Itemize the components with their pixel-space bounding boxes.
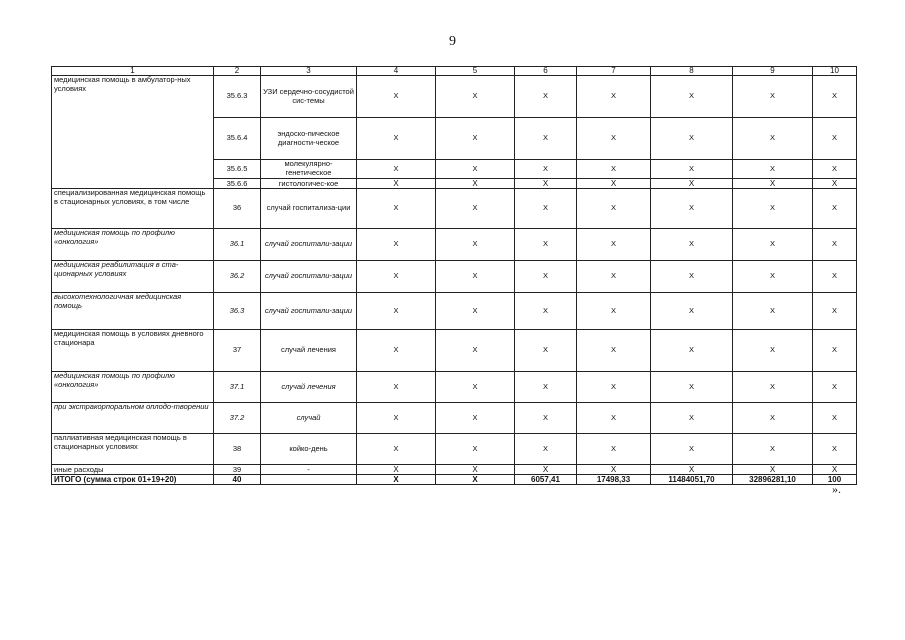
x-cell: X	[651, 434, 733, 465]
x-cell: X	[813, 179, 857, 189]
table-row	[52, 434, 857, 465]
header-cell: 4	[357, 67, 436, 76]
row-code: 36.3	[214, 293, 261, 330]
row-unit: гистологичес-кое	[261, 179, 357, 189]
x-cell: X	[733, 261, 813, 293]
x-cell: X	[357, 434, 436, 465]
total-label: ИТОГО (сумма строк 01+19+20)	[52, 475, 214, 485]
table-row	[52, 465, 857, 475]
row-unit: эндоско-пическое диагности-ческое	[261, 118, 357, 160]
row-label: при экстракорпоральном оплодо-творении	[52, 403, 214, 434]
x-cell: X	[577, 403, 651, 434]
x-cell: X	[577, 434, 651, 465]
row-unit: случай лечения	[261, 330, 357, 372]
x-cell: X	[733, 434, 813, 465]
header-cell: 2	[214, 67, 261, 76]
row-unit: случай госпитали-зации	[261, 229, 357, 261]
row-label: медицинская помощь по профилю «онкология»	[52, 229, 214, 261]
x-cell: X	[577, 76, 651, 118]
x-cell: X	[651, 229, 733, 261]
x-cell: X	[436, 372, 515, 403]
x-cell: X	[357, 229, 436, 261]
x-cell: X	[515, 434, 577, 465]
table-row	[52, 372, 857, 403]
x-cell: X	[515, 160, 577, 179]
table-row	[52, 330, 857, 372]
row-unit: случай госпитали-зации	[261, 261, 357, 293]
table-row	[52, 76, 857, 118]
total-cell: 17498,33	[577, 475, 651, 485]
x-cell: X	[813, 189, 857, 229]
x-cell: X	[436, 293, 515, 330]
x-cell: X	[436, 189, 515, 229]
header-cell: 6	[515, 67, 577, 76]
x-cell: X	[733, 465, 813, 475]
x-cell: X	[436, 160, 515, 179]
header-cell: 9	[733, 67, 813, 76]
x-cell: X	[515, 293, 577, 330]
x-cell: X	[357, 76, 436, 118]
x-cell: X	[577, 293, 651, 330]
x-cell: X	[577, 189, 651, 229]
x-cell: X	[651, 189, 733, 229]
x-cell: X	[515, 330, 577, 372]
row-code: 35.6.6	[214, 179, 261, 189]
x-cell: X	[813, 118, 857, 160]
x-cell: X	[813, 76, 857, 118]
x-cell: X	[577, 465, 651, 475]
row-code: 37	[214, 330, 261, 372]
row-code: 35.6.4	[214, 118, 261, 160]
total-cell: 100	[813, 475, 857, 485]
row-code: 36	[214, 189, 261, 229]
header-cell: 5	[436, 67, 515, 76]
x-cell: X	[577, 179, 651, 189]
header-row	[52, 67, 857, 76]
x-cell: X	[733, 293, 813, 330]
x-cell: X	[436, 229, 515, 261]
total-unit	[261, 475, 357, 485]
header-cell: 8	[651, 67, 733, 76]
x-cell: X	[436, 76, 515, 118]
x-cell: X	[733, 372, 813, 403]
x-cell: X	[515, 465, 577, 475]
row-label: медицинская помощь в условиях дневного стационара	[52, 330, 214, 372]
x-cell: X	[577, 330, 651, 372]
closing-quote: ».	[832, 482, 841, 496]
header-cell: 10	[813, 67, 857, 76]
table-row	[52, 229, 857, 261]
x-cell: X	[813, 434, 857, 465]
x-cell: X	[651, 465, 733, 475]
x-cell: X	[813, 372, 857, 403]
x-cell: X	[733, 179, 813, 189]
x-cell: X	[436, 403, 515, 434]
x-cell: X	[357, 403, 436, 434]
x-cell: X	[577, 372, 651, 403]
x-cell: X	[651, 330, 733, 372]
row-label: медицинская помощь по профилю «онкология»	[52, 372, 214, 403]
row-code: 35.6.5	[214, 160, 261, 179]
row-code: 35.6.3	[214, 76, 261, 118]
row-unit: молекулярно-генетическое	[261, 160, 357, 179]
row-label: высокотехнологичная медицинская помощь	[52, 293, 214, 330]
x-cell: X	[357, 179, 436, 189]
x-cell: X	[733, 189, 813, 229]
row-unit: случай	[261, 403, 357, 434]
row-code: 36.1	[214, 229, 261, 261]
row-label: иные расходы	[52, 465, 214, 475]
x-cell: X	[577, 160, 651, 179]
row-unit: УЗИ сердечно-сосудистой сис-темы	[261, 76, 357, 118]
total-cell: X	[357, 475, 436, 485]
total-cell: 6057,41	[515, 475, 577, 485]
x-cell: X	[733, 160, 813, 179]
total-cell: X	[436, 475, 515, 485]
x-cell: X	[813, 465, 857, 475]
total-cell: 11484051,70	[651, 475, 733, 485]
x-cell: X	[515, 189, 577, 229]
x-cell: X	[651, 160, 733, 179]
x-cell: X	[515, 76, 577, 118]
x-cell: X	[651, 261, 733, 293]
x-cell: X	[436, 330, 515, 372]
x-cell: X	[813, 261, 857, 293]
x-cell: X	[357, 372, 436, 403]
x-cell: X	[515, 229, 577, 261]
x-cell: X	[515, 372, 577, 403]
x-cell: X	[733, 118, 813, 160]
row-code: 37.1	[214, 372, 261, 403]
x-cell: X	[515, 403, 577, 434]
header-cell: 3	[261, 67, 357, 76]
x-cell: X	[733, 330, 813, 372]
row-unit: случай лечения	[261, 372, 357, 403]
x-cell: X	[733, 229, 813, 261]
x-cell: X	[651, 179, 733, 189]
x-cell: X	[813, 160, 857, 179]
table-row	[52, 261, 857, 293]
total-row	[52, 475, 857, 485]
row-code: 39	[214, 465, 261, 475]
row-label: паллиативная медицинская помощь в стационарных условиях	[52, 434, 214, 465]
row-label: медицинская реабилитация в ста-ционарных условиях	[52, 261, 214, 293]
page-number: 9	[449, 34, 456, 49]
header-cell: 1	[52, 67, 214, 76]
x-cell: X	[357, 118, 436, 160]
x-cell: X	[515, 179, 577, 189]
x-cell: X	[651, 118, 733, 160]
x-cell: X	[436, 261, 515, 293]
x-cell: X	[436, 118, 515, 160]
row-unit: случай госпитализа-ции	[261, 189, 357, 229]
row-label: медицинская помощь в амбулатор-ных условиях	[52, 76, 214, 189]
x-cell: X	[813, 293, 857, 330]
x-cell: X	[357, 330, 436, 372]
table-row	[52, 403, 857, 434]
expenses-table	[51, 66, 857, 485]
x-cell: X	[577, 229, 651, 261]
row-code: 38	[214, 434, 261, 465]
x-cell: X	[436, 434, 515, 465]
table-row	[52, 293, 857, 330]
x-cell: X	[733, 76, 813, 118]
x-cell: X	[813, 330, 857, 372]
x-cell: X	[813, 403, 857, 434]
row-code: 37.2	[214, 403, 261, 434]
row-label: специализированная медицинская помощь в стационарных условиях, в том числе	[52, 189, 214, 229]
x-cell: X	[515, 261, 577, 293]
x-cell: X	[357, 160, 436, 179]
x-cell: X	[357, 465, 436, 475]
header-cell: 7	[577, 67, 651, 76]
x-cell: X	[651, 403, 733, 434]
x-cell: X	[577, 118, 651, 160]
x-cell: X	[357, 293, 436, 330]
x-cell: X	[436, 179, 515, 189]
total-cell: 32896281,10	[733, 475, 813, 485]
row-unit: койко-день	[261, 434, 357, 465]
x-cell: X	[357, 189, 436, 229]
table-row	[52, 189, 857, 229]
x-cell: X	[515, 118, 577, 160]
row-unit: -	[261, 465, 357, 475]
x-cell: X	[733, 403, 813, 434]
x-cell: X	[651, 76, 733, 118]
x-cell: X	[436, 465, 515, 475]
x-cell: X	[577, 261, 651, 293]
row-unit: случай госпитали-зации	[261, 293, 357, 330]
x-cell: X	[651, 372, 733, 403]
x-cell: X	[813, 229, 857, 261]
x-cell: X	[651, 293, 733, 330]
row-code: 36.2	[214, 261, 261, 293]
total-code: 40	[214, 475, 261, 485]
x-cell: X	[357, 261, 436, 293]
